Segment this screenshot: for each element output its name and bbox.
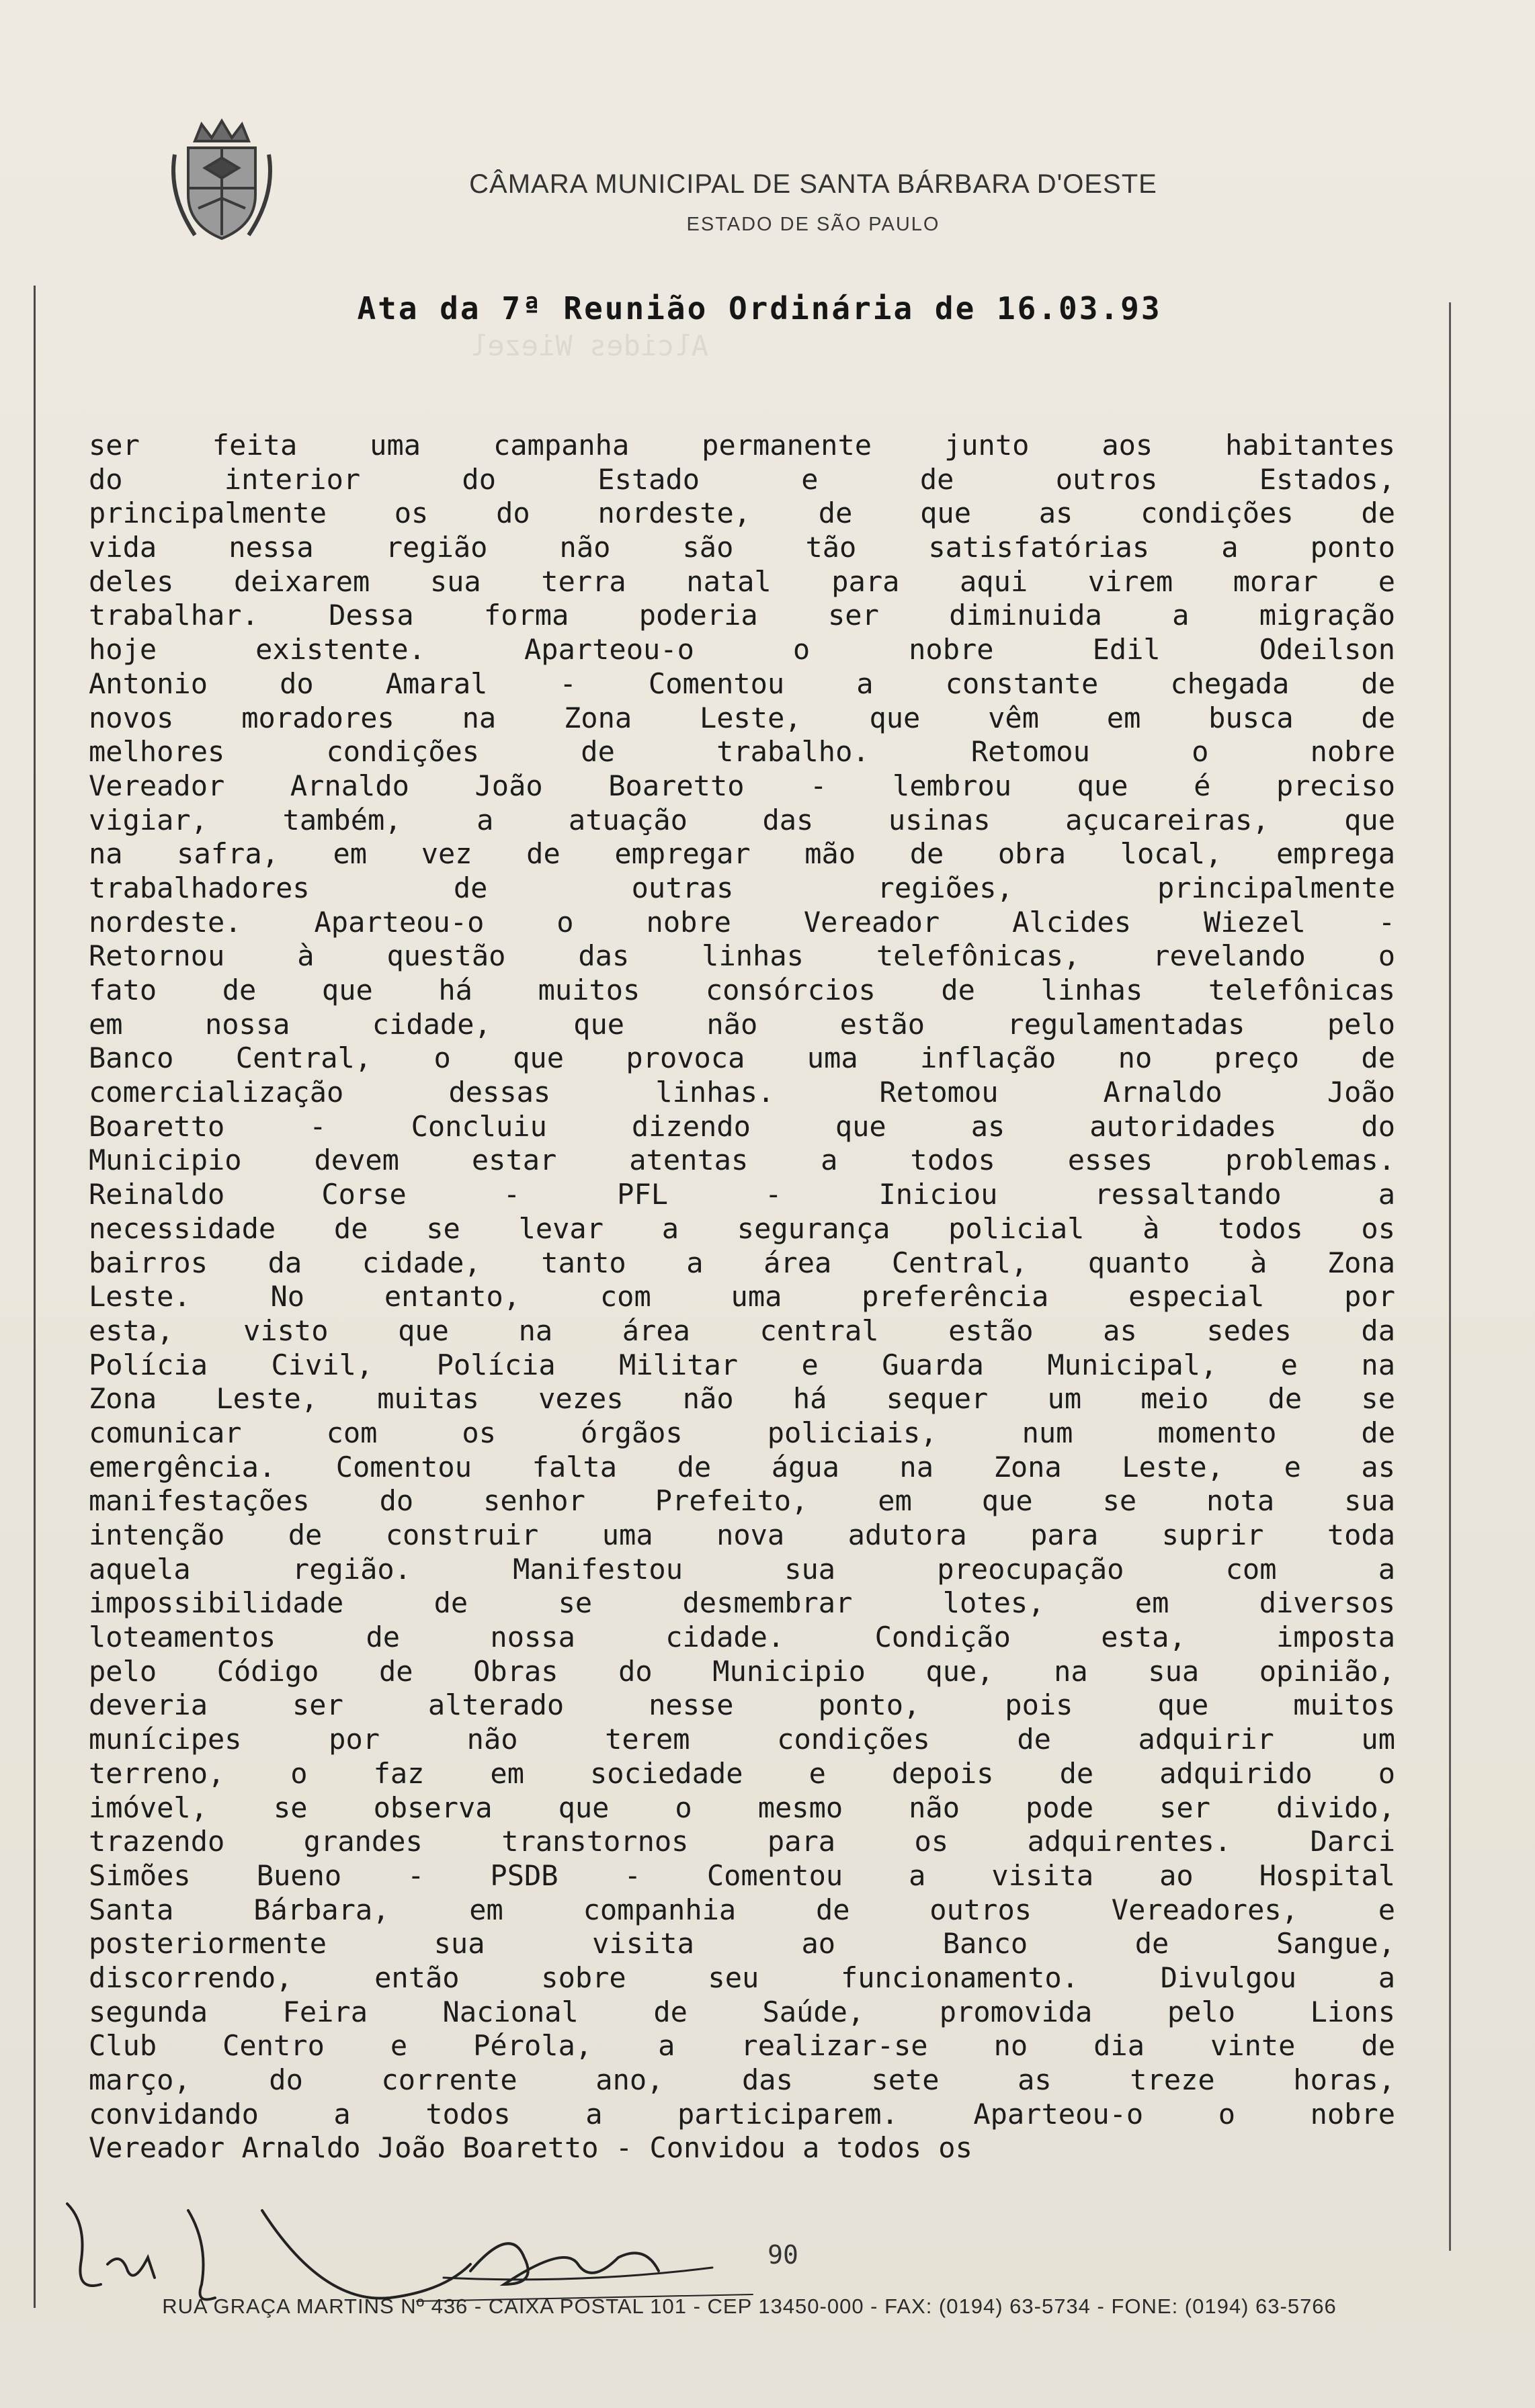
body-line: bairros da cidade, tanto a área Central, quanto à Zona — [89, 1246, 1395, 1279]
municipal-crest-icon — [168, 114, 276, 249]
body-line: deveria ser alterado nesse ponto, pois que muitos — [89, 1688, 1395, 1722]
body-line: manifestações do senhor Prefeito, em que se nota sua — [89, 1484, 1395, 1518]
body-line: do interior do Estado e de outros Estados, — [89, 462, 1395, 496]
body-line: novos moradores na Zona Leste, que vêm em busca de — [89, 701, 1395, 734]
body-line: Municipio devem estar atentas a todos esses problemas. — [89, 1144, 1395, 1177]
body-line: aquela região. Manifestou sua preocupação com a — [89, 1552, 1395, 1586]
body-line: Antonio do Amaral - Comentou a constante chegada de — [89, 666, 1395, 700]
body-line: março, do corrente ano, das sete as treze horas, — [89, 2063, 1395, 2096]
body-line: imóvel, se observa que o mesmo não pode ser divido, — [89, 1791, 1395, 1824]
body-line: Zona Leste, muitas vezes não há sequer um meio de se — [89, 1382, 1395, 1416]
body-line: Polícia Civil, Polícia Militar e Guarda Municipal, e na — [89, 1348, 1395, 1381]
body-line: ser feita uma campanha permanente junto aos habitantes — [89, 429, 1395, 462]
body-line: vida nessa região não são tão satisfatórias a ponto — [89, 531, 1395, 564]
body-line: trabalhadores de outras regiões, principalmente — [89, 871, 1395, 904]
body-line: Vereador Arnaldo João Boaretto - lembrou que é preciso — [89, 769, 1395, 802]
body-line: nordeste. Aparteou-o o nobre Vereador Alcides Wiezel - — [89, 905, 1395, 939]
body-line: melhores condições de trabalho. Retomou o nobre — [89, 735, 1395, 769]
body-line: Retornou à questão das linhas telefônicas, revelando o — [89, 939, 1395, 973]
body-line: Reinaldo Corse - PFL - Iniciou ressaltando a — [89, 1178, 1395, 1211]
institution-name: CÂMARA MUNICIPAL DE SANTA BÁRBARA D'OESTE — [469, 169, 1157, 199]
body-line: trazendo grandes transtornos para os adquirentes. Darci — [89, 1825, 1395, 1858]
body-line: deles deixarem sua terra natal para aqui virem morar e — [89, 564, 1395, 598]
body-line: pelo Código de Obras do Municipio que, na sua opinião, — [89, 1654, 1395, 1688]
body-line: fato de que há muitos consórcios de linhas telefônicas — [89, 974, 1395, 1006]
minutes-body — [89, 429, 1395, 2165]
body-line: vigiar, também, a atuação das usinas açucareiras, que — [89, 803, 1395, 836]
body-line: intenção de construir uma nova adutora para suprir toda — [89, 1518, 1395, 1551]
body-line: discorrendo, então sobre seu funcionamento. Divulgou a — [89, 1961, 1395, 1994]
body-line: comercialização dessas linhas. Retomou Arnaldo João — [89, 1076, 1395, 1109]
body-line: segunda Feira Nacional de Saúde, promovida pelo Lions — [89, 1995, 1395, 2028]
body-line: Banco Central, o que provoca uma inflação no preço de — [89, 1041, 1395, 1075]
bleed-through-text: Alcides Wiezel — [470, 329, 709, 362]
body-line: Leste. No entanto, com uma preferência especial por — [89, 1280, 1395, 1314]
body-line: convidando a todos a participarem. Aparteou-o o nobre — [89, 2097, 1395, 2131]
address-footer: RUA GRAÇA MARTINS Nº 436 - CAIXA POSTAL 101 - CEP 13450-000 - FAX: (0194) 63-5734 - FONE: (0194) 63-5766 — [162, 2294, 1337, 2318]
body-line: Club Centro e Pérola, a realizar-se no dia vinte de — [89, 2029, 1395, 2063]
body-line: Boaretto - Concluiu dizendo que as autoridades do — [89, 1109, 1395, 1143]
page-number: 90 — [768, 2240, 798, 2270]
body-line: impossibilidade de se desmembrar lotes, em diversos — [89, 1586, 1395, 1620]
body-line: Vereador Arnaldo João Boaretto - Convidou a todos os — [89, 2131, 972, 2165]
body-line: principalmente os do nordeste, de que as condições de — [89, 497, 1395, 530]
right-margin-rule — [1449, 302, 1451, 2251]
body-line: loteamentos de nossa cidade. Condição esta, imposta — [89, 1621, 1395, 1654]
body-line: na safra, em vez de empregar mão de obra local, emprega — [89, 837, 1395, 871]
state-name: ESTADO DE SÃO PAULO — [686, 214, 940, 235]
body-line: hoje existente. Aparteou-o o nobre Edil Odeilson — [89, 633, 1395, 666]
body-line: trabalhar. Dessa forma poderia ser diminuida a migração — [89, 599, 1395, 632]
body-line: em nossa cidade, que não estão regulamentadas pelo — [89, 1007, 1395, 1041]
document-title: Ata da 7ª Reunião Ordinária de 16.03.93 — [357, 290, 1162, 327]
body-line: necessidade de se levar a segurança policial à todos os — [89, 1211, 1395, 1245]
body-line: posteriormente sua visita ao Banco de Sangue, — [89, 1927, 1395, 1961]
body-line: Santa Bárbara, em companhia de outros Vereadores, e — [89, 1893, 1395, 1926]
body-line: emergência. Comentou falta de água na Zona Leste, e as — [89, 1450, 1395, 1484]
left-margin-rule — [34, 286, 36, 2308]
body-line: terreno, o faz em sociedade e depois de adquirido o — [89, 1756, 1395, 1790]
body-line: comunicar com os órgãos policiais, num momento de — [89, 1416, 1395, 1449]
body-line: Simões Bueno - PSDB - Comentou a visita ao Hospital — [89, 1858, 1395, 1892]
body-line: esta, visto que na área central estão as sedes da — [89, 1314, 1395, 1347]
body-line: munícipes por não terem condições de adquirir um — [89, 1723, 1395, 1756]
